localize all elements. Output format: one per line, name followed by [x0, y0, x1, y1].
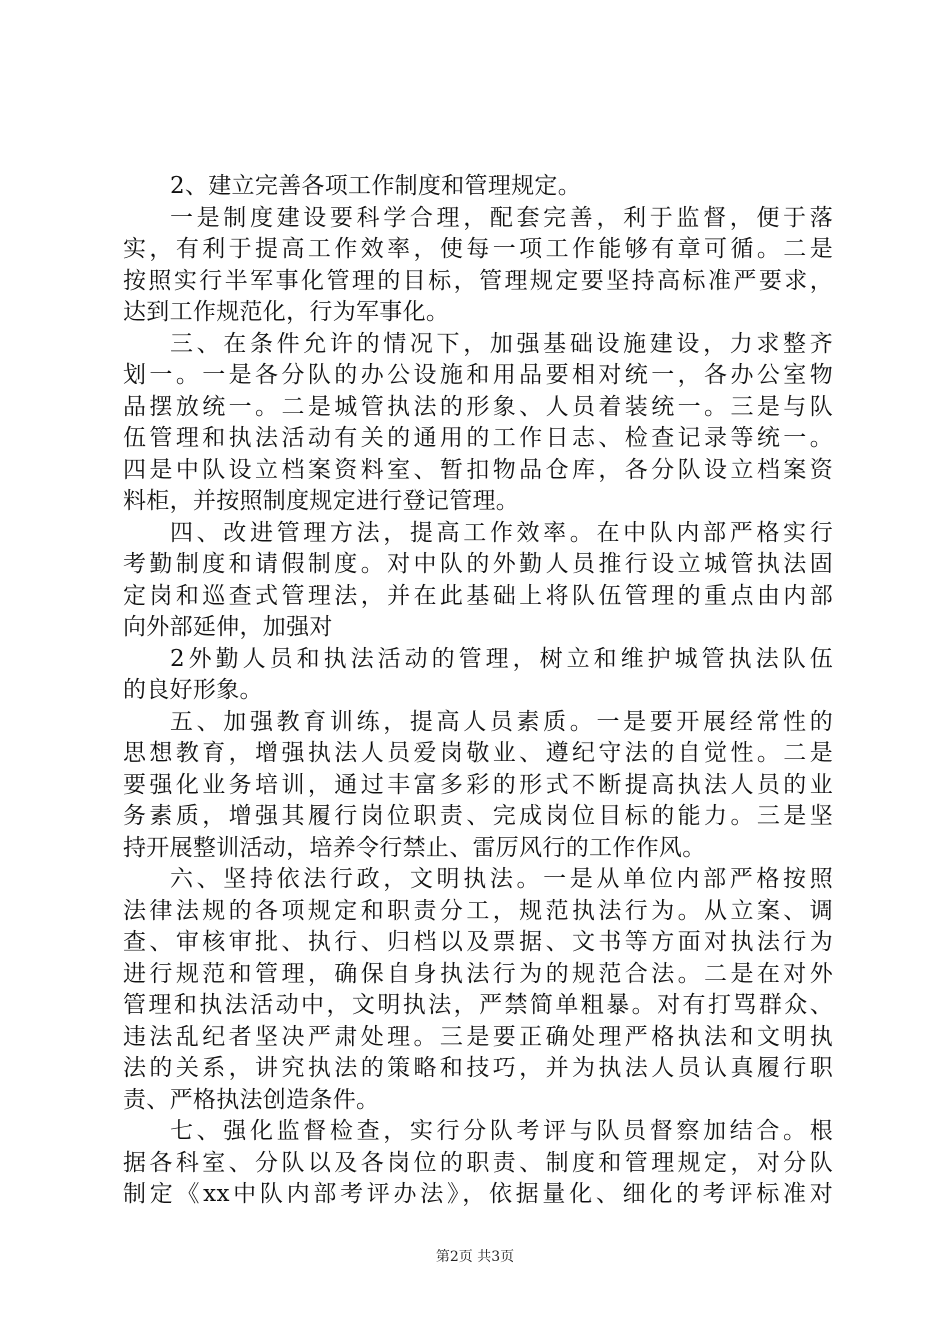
text-line: 五、加强教育训练，提高人员素质。一是要开展经常性的 — [170, 708, 833, 735]
text-line: 查、审核审批、执行、归档以及票据、文书等方面对执法行为 — [123, 929, 833, 955]
text-line: 务素质，增强其履行岗位职责、完成岗位目标的能力。三是坚 — [123, 803, 833, 829]
text-line: 实，有利于提高工作效率，使每一项工作能够有章可循。二是 — [123, 236, 833, 262]
text-line: 四、改进管理方法，提高工作效率。在中队内部严格实行 — [170, 519, 833, 546]
text-line: 持开展整训活动，培养令行禁止、雷厉风行的工作作风。 — [123, 834, 706, 861]
text-line: 六、坚持依法行政，文明执法。一是从单位内部严格按照 — [170, 866, 833, 892]
text-line: 达到工作规范化，行为军事化。 — [123, 299, 450, 325]
text-line: 按照实行半军事化管理的目标，管理规定要坚持高标准严要求， — [123, 267, 833, 294]
text-line: 思想教育，增强执法人员爱岗敬业、遵纪守法的自觉性。二是 — [123, 740, 833, 766]
text-line: 四是中队设立档案资料室、暂扣物品仓库，各分队设立档案资 — [123, 456, 833, 483]
text-line: 考勤制度和请假制度。对中队的外勤人员推行设立城管执法固 — [123, 551, 833, 577]
text-line: 进行规范和管理，确保自身执法行为的规范合法。二是在对外 — [123, 960, 833, 987]
text-line: 的良好形象。 — [123, 677, 263, 703]
text-line: 2外勤人员和执法活动的管理，树立和维护城管执法队伍 — [170, 645, 833, 672]
text-line: 管理和执法活动中，文明执法，严禁简单粗暴。对有打骂群众、 — [123, 992, 833, 1018]
text-line: 法的关系，讲究执法的策略和技巧，并为执法人员认真履行职 — [123, 1055, 833, 1081]
text-line: 责、严格执法创造条件。 — [123, 1086, 380, 1113]
text-line: 制定《xx中队内部考评办法》，依据量化、细化的考评标准对 — [123, 1181, 833, 1207]
text-line: 七、强化监督检查，实行分队考评与队员督察加结合。根 — [170, 1118, 833, 1144]
text-line: 据各科室、分队以及各岗位的职责、制度和管理规定，对分队 — [123, 1149, 833, 1176]
text-line: 2、建立完善各项工作制度和管理规定。 — [170, 173, 582, 199]
text-line: 违法乱纪者坚决严肃处理。三是要正确处理严格执法和文明执 — [123, 1023, 833, 1050]
text-line: 划一。一是各分队的办公设施和用品要相对统一，各办公室物 — [123, 362, 833, 388]
text-line: 料柜，并按照制度规定进行登记管理。 — [123, 488, 520, 514]
text-line: 向外部延伸，加强对 — [123, 614, 333, 640]
text-line: 法律法规的各项规定和职责分工，规范执法行为。从立案、调 — [123, 897, 833, 924]
text-line: 伍管理和执法活动有关的通用的工作日志、检查记录等统一。 — [123, 425, 833, 451]
text-line: 要强化业务培训，通过丰富多彩的形式不断提高执法人员的业 — [123, 771, 833, 798]
text-line: 一是制度建设要科学合理，配套完善，利于监督，便于落 — [170, 204, 833, 231]
text-line: 定岗和巡查式管理法，并在此基础上将队伍管理的重点由内部 — [123, 582, 833, 609]
text-line: 三、在条件允许的情况下，加强基础设施建设，力求整齐 — [170, 330, 833, 357]
text-line: 品摆放统一。二是城管执法的形象、人员着装统一。三是与队 — [123, 393, 833, 420]
page-footer: 第2页 共3页 — [435, 1249, 515, 1265]
document-body — [123, 171, 833, 1211]
